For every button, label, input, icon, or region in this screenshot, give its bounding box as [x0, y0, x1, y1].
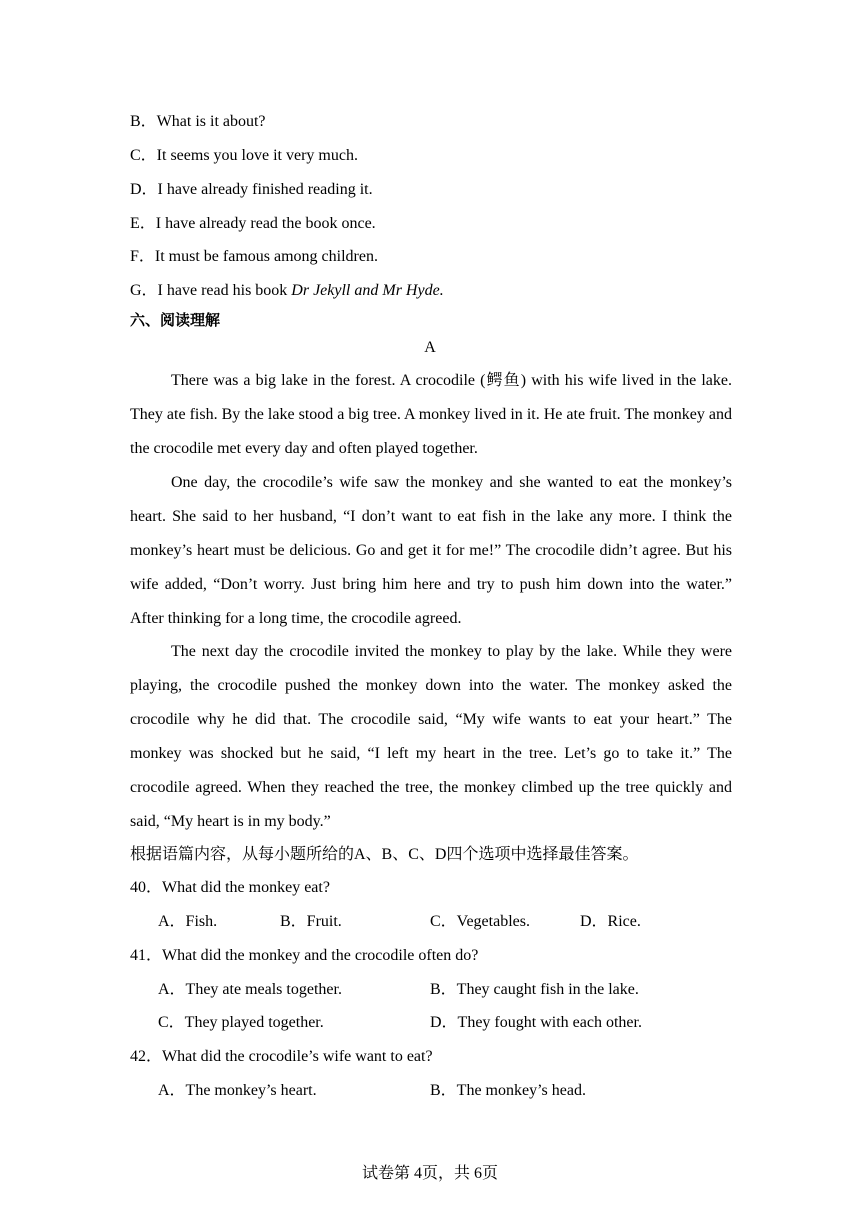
q42-option-a[interactable]: A．The monkey’s heart.: [158, 1082, 317, 1099]
q40-option-b[interactable]: B．Fruit.: [280, 913, 342, 930]
prev-option-b: B．What is it about?: [130, 113, 266, 130]
prev-option-e: E．I have already read the book once.: [130, 215, 376, 232]
q40-option-a[interactable]: A．Fish.: [158, 913, 218, 930]
prev-option-d: D．I have already finished reading it.: [130, 181, 373, 198]
instruction: 根据语篇内容，从每小题所给的A、B、C、D四个选项中选择最佳答案。: [130, 846, 639, 863]
q41-option-a[interactable]: A．They ate meals together.: [158, 981, 342, 998]
q41-option-c[interactable]: C．They played together.: [158, 1014, 324, 1031]
passage-label: A: [424, 339, 436, 356]
option-g-text: G．I have read his book: [130, 282, 292, 299]
prev-option-g: [130, 281, 444, 301]
book-title: Dr Jekyll and Mr Hyde.: [291, 282, 444, 299]
question-41: 41．What did the monkey and the crocodile often do?: [130, 947, 479, 964]
section-heading: 六、阅读理解: [130, 311, 221, 329]
prev-option-f: F．It must be famous among children.: [130, 248, 378, 265]
question-42: 42．What did the crocodile’s wife want to eat?: [130, 1048, 433, 1065]
paragraph-2: One day, the crocodile’s wife saw the monkey and she wanted to eat the monkey’s heart. She said to her husband, “I don’t want to eat fish in the lake any more. I think the monkey’s heart must be delicious. Go and get it for me!” The crocodile didn’t agree. But his wife added, “Don’t worry. Just bring him here and try to push him down into the water.” After thinking for a long time, the crocodile agreed.: [130, 474, 732, 627]
paragraph-3: The next day the crocodile invited the monkey to play by the lake. While they were playing, the crocodile pushed the monkey down into the water. The monkey asked the crocodile why he did that. The crocodile said, “My wife wants to eat your heart.” The monkey was shocked but he said, “I left my heart in the tree. Let’s go to take it.” The crocodile agreed. When they reached the tree, the monkey climbed up the tree quickly and said, “My heart is in my body.”: [130, 643, 732, 830]
prev-option-c: C．It seems you love it very much.: [130, 147, 358, 164]
q41-option-d[interactable]: D．They fought with each other.: [430, 1014, 642, 1031]
paragraph-1: There was a big lake in the forest. A crocodile (鳄鱼) with his wife lived in the lake. They ate fish. By the lake stood a big tree. A monkey lived in it. He ate fruit. The monkey and the crocodile met every day and often played together.: [130, 372, 732, 457]
page-footer: 试卷第 4页，共 6页: [361, 1165, 498, 1182]
q41-option-b[interactable]: B．They caught fish in the lake.: [430, 981, 639, 998]
q40-option-c[interactable]: C．Vegetables.: [430, 913, 530, 930]
q42-option-b[interactable]: B．The monkey’s head.: [430, 1082, 586, 1099]
question-40: 40．What did the monkey eat?: [130, 879, 330, 896]
q40-option-d[interactable]: D．Rice.: [580, 913, 641, 930]
